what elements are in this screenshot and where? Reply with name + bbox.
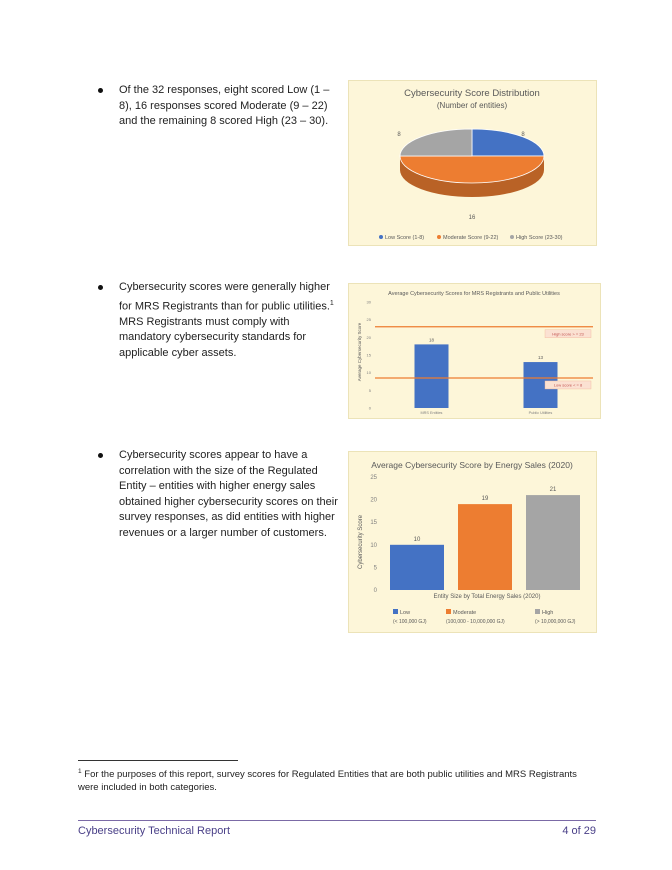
chart2-reference-label: High score > = 23: [552, 331, 584, 337]
chart2-data-label: 18: [428, 337, 435, 343]
chart2-ytick: 25: [366, 317, 371, 323]
chart2-ytick: 5: [368, 387, 371, 393]
legend-label-high: High Score (23-30): [516, 235, 563, 241]
legend-label-moderate: Moderate: [453, 610, 477, 616]
footnote-separator: [78, 760, 238, 761]
footnote-marker: 1: [78, 768, 82, 775]
chart3-title: Average Cybersecurity Score by Energy Sales (2020): [371, 460, 573, 470]
bullet-text: Of the 32 responses, eight scored Low (1 – 8), 16 responses scored Moderate (9 – 22) and the remaining 8 scored High (23 – 30).: [119, 84, 330, 127]
pie-slice-low: [472, 129, 544, 156]
legend-swatch-moderate: [437, 235, 441, 239]
legend-label-moderate: Moderate Score (9-22): [443, 235, 499, 241]
chart3-ytick: 10: [370, 542, 377, 549]
pie-legend: [379, 235, 563, 241]
legend-detail-moderate: (100,000 - 10,000,000 GJ): [446, 619, 505, 625]
legend-detail-low: (< 100,000 GJ): [393, 619, 427, 625]
chart3-ytick: 15: [370, 520, 377, 527]
chart3-ytick: 0: [373, 588, 377, 594]
chart3-bar-low: [390, 545, 444, 590]
pie-slice-high: [400, 129, 472, 156]
legend-label-low: Low: [400, 610, 411, 616]
chart3-ytick: 5: [373, 565, 377, 572]
bullet-score-distribution: [98, 83, 338, 130]
bullet-text: Cybersecurity scores were generally higher for MRS Registrants than for public utilities.$^1$ MRS Registrants must comply with mandatory cybersecurity standards for applicable cyber assets.: [119, 281, 334, 359]
legend-detail-high: (> 10,000,000 GJ): [535, 619, 576, 625]
chart2-category-label: Public Utilities: [528, 411, 553, 415]
chart2-ytick: 0: [368, 405, 371, 411]
pie-chart-svg: [349, 81, 596, 245]
chart3-ylabel: Cybersecurity Score: [358, 514, 364, 570]
chart2-bar-0: [415, 344, 449, 408]
chart3-bar-high: [526, 495, 580, 590]
legend-swatch-high: [535, 609, 540, 614]
chart3-data-label: 21: [549, 487, 557, 494]
pie-title: Cybersecurity Score Distribution: [404, 88, 540, 99]
bullet-mrs-vs-utilities: [98, 280, 338, 361]
pie-label-low: 8: [521, 132, 525, 138]
footer-rule: [78, 820, 596, 821]
chart2-ytick: 15: [366, 352, 371, 358]
bullet-dot: [98, 88, 103, 93]
chart3-legend: [393, 609, 576, 625]
legend-swatch-moderate: [446, 609, 451, 614]
pie-label-high: 8: [397, 132, 401, 138]
pie-label-moderate: 16: [468, 215, 476, 221]
chart3-data-label: 19: [481, 496, 489, 503]
pie-chart-score-distribution: [348, 80, 597, 246]
footer-report-title: Cybersecurity Technical Report: [78, 825, 231, 837]
bullet-energy-sales: [98, 448, 338, 541]
bar-chart-3-svg: [349, 452, 596, 632]
chart2-category-label: MRS Entities: [420, 411, 443, 415]
chart2-ytick: 30: [366, 299, 371, 305]
chart2-title: Average Cybersecurity Scores for MRS Registrants and Public Utilities: [388, 291, 560, 297]
legend-swatch-high: [510, 235, 514, 239]
bar-chart-mrs-vs-utilities: [348, 283, 601, 419]
chart3-ytick: 25: [370, 475, 377, 481]
chart3-xlabel: Entity Size by Total Energy Sales (2020): [433, 594, 541, 600]
chart2-ylabel: Average Cybersecurity Score: [357, 322, 362, 382]
page-number: 4 of 29: [562, 825, 596, 837]
chart2-ytick: 20: [366, 334, 371, 340]
chart3-data-label: 10: [413, 536, 421, 543]
footnote: [78, 765, 598, 794]
pie-subtitle: (Number of entities): [436, 101, 508, 110]
bar-chart-2-svg: [349, 284, 600, 418]
chart2-data-label: 13: [537, 355, 544, 361]
legend-label-low: Low Score (1-8): [385, 235, 425, 241]
bullet-dot: [98, 453, 103, 458]
chart2-reference-label: Low score < = 8: [553, 382, 583, 388]
legend-label-high: High: [542, 610, 554, 616]
chart2-ytick: 10: [366, 370, 371, 376]
chart3-ytick: 20: [370, 497, 377, 504]
footnote-ref: 1: [329, 299, 334, 307]
chart3-bar-moderate: [458, 504, 512, 590]
legend-swatch-low: [393, 609, 398, 614]
bullet-dot: [98, 285, 103, 290]
bar-chart-energy-sales: [348, 451, 597, 633]
legend-swatch-low: [379, 235, 383, 239]
footnote-text: For the purposes of this report, survey scores for Regulated Entities that are both public utilities and MRS Registrants were included in both categories.: [78, 769, 577, 794]
bullet-text: Cybersecurity scores appear to have a correlation with the size of the Regulated Entity – entities with higher energy sales obtained higher cybersecurity scores on their survey responses, as did entities with higher revenues or a larger number of customers.: [119, 449, 338, 539]
